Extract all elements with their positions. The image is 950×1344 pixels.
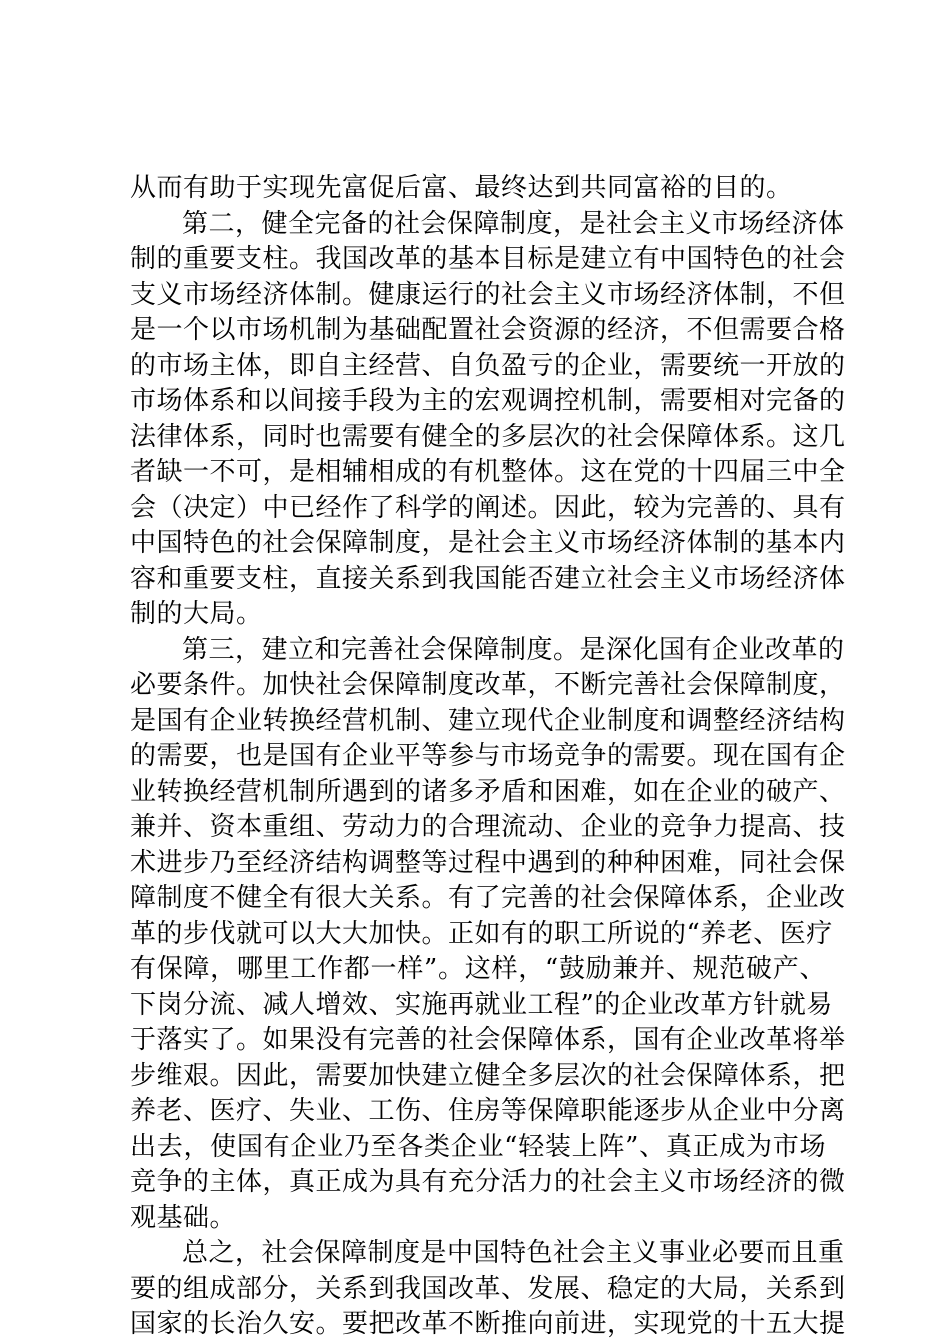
text-line: 于落实了。如果没有完善的社会保障体系，国有企业改革将举 (130, 1025, 846, 1055)
paragraph (130, 633, 846, 1237)
paragraph (130, 171, 826, 207)
text-line: 有保障，哪里工作都一样”。这样，“鼓励兼并、规范破产、 (130, 954, 826, 984)
text-line: 观基础。 (130, 1202, 237, 1233)
text-line: 市场体系和以间接手段为主的宏观调控机制，需要相对完备的 (130, 386, 846, 416)
text-line: 的市场主体，即自主经营、自负盈亏的企业，需要统一开放的 (130, 350, 846, 381)
text-line: 下岗分流、减人增效、实施再就业工程”的企业改革方针就易 (130, 989, 833, 1020)
text-line: 中国特色的社会保障制度，是社会主义市场经济体制的基本内 (130, 528, 846, 558)
text-line: 从而有助于实现先富促后富、最终达到共同富裕的目的。 (130, 173, 793, 203)
text-line: 出去，使国有企业乃至各类企业“轻装上阵”、真正成为市场 (130, 1131, 826, 1162)
text-line: 竞争的主体，真正成为具有充分活力的社会主义市场经济的微 (130, 1167, 846, 1197)
text-line: 总之，社会保障制度是中国特色社会主义事业必要而且重 (182, 1238, 845, 1268)
text-line: 制的大局。 (130, 599, 263, 629)
text-line: 法律体系，同时也需要有健全的多层次的社会保障体系。这几 (130, 421, 846, 452)
text-line: 必要条件。加快社会保障制度改革，不断完善社会保障制度， (130, 670, 846, 700)
text-line: 第三，建立和完善社会保障制度。是深化国有企业改革的 (182, 634, 845, 665)
text-line: 的需要，也是国有企业平等参与市场竞争的需要。现在国有企 (130, 741, 846, 771)
paragraph (130, 207, 846, 633)
text-line: 是国有企业转换经营机制、建立现代企业制度和调整经济结构 (130, 705, 846, 736)
text-line: 术进步乃至经济结构调整等过程中遇到的种种困难，同社会保 (130, 847, 846, 878)
text-line: 要的组成部分，关系到我国改革、发展、稳定的大局，关系到 (130, 1273, 846, 1304)
text-line: 养老、医疗、失业、工伤、住房等保障职能逐步从企业中分离 (130, 1096, 846, 1126)
text-line: 兼并、资本重组、劳动力的合理流动、企业的竞争力提高、技 (130, 812, 846, 842)
text-line: 步维艰。因此，需要加快建立健全多层次的社会保障体系，把 (130, 1060, 846, 1091)
text-line: 国家的长治久安。要把改革不断推向前进，实现党的十五大提 (130, 1309, 846, 1339)
text-line: 是一个以市场机制为基础配置社会资源的经济，不但需要合格 (130, 315, 846, 345)
text-line: 制的重要支柱。我国改革的基本目标是建立有中国特色的社会 (130, 244, 846, 274)
paragraph (130, 1236, 846, 1343)
text-line: 第二，健全完备的社会保障制度，是社会主义市场经济体 (182, 208, 845, 239)
text-line: 业转换经营机制所遇到的诸多矛盾和困难，如在企业的破产、 (130, 776, 846, 807)
document-body (130, 171, 846, 1343)
text-line: 者缺一不可，是相辅相成的有机整体。这在党的十四届三中全 (130, 457, 846, 487)
text-line: 容和重要支柱，直接关系到我国能否建立社会主义市场经济体 (130, 563, 846, 594)
text-line: 会（决定）中已经作了科学的阐述。因此，较为完善的、具有 (130, 492, 846, 523)
text-line: 支义市场经济体制。健康运行的社会主义市场经济体制，不但 (130, 279, 846, 310)
text-line: 障制度不健全有很大关系。有了完善的社会保障体系，企业改 (130, 883, 846, 913)
text-line: 革的步伐就可以大大加快。正如有的职工所说的“养老、医疗 (130, 918, 833, 949)
